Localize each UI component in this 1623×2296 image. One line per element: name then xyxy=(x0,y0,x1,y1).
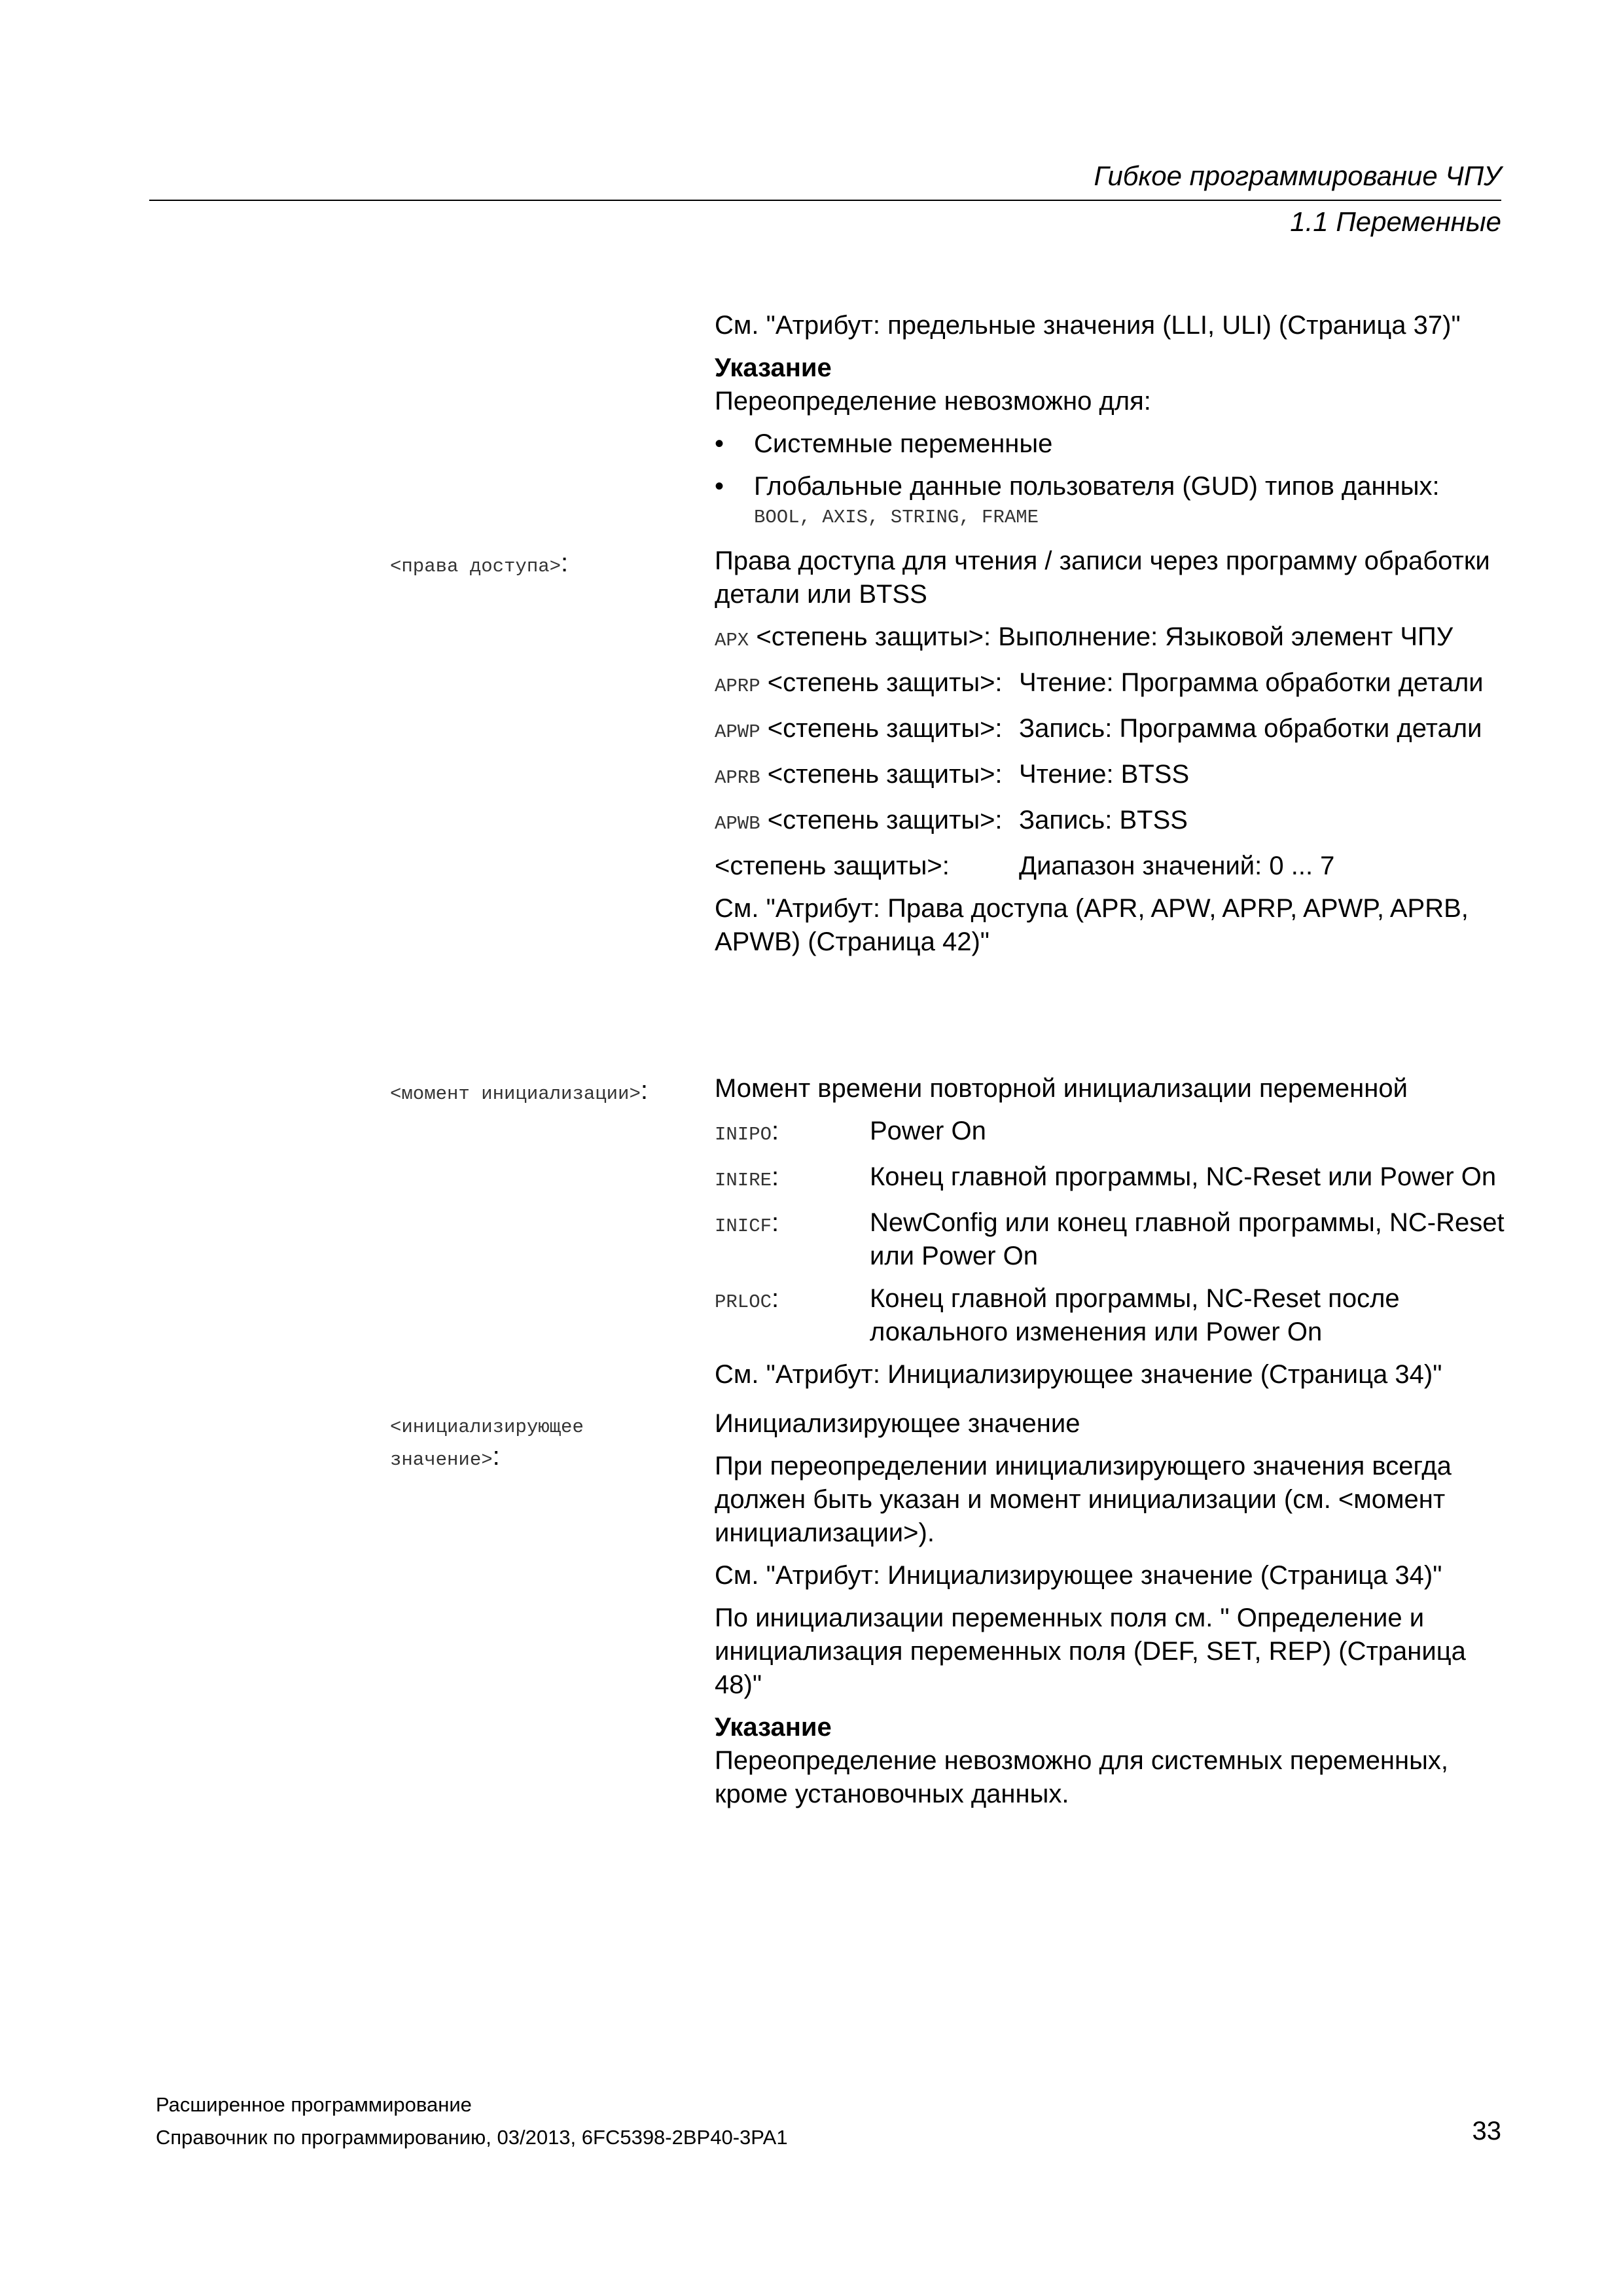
access-row xyxy=(715,804,1507,840)
init-value-see-ref: См. "Атрибут: Инициализирующее значение (Страница 34)" xyxy=(715,1561,1442,1590)
access-key xyxy=(715,666,1019,703)
init-value: NewConfig или конец главной программы, NC-Reset или Power On xyxy=(870,1208,1505,1270)
init-colon: : xyxy=(772,1117,779,1145)
param-access-rights xyxy=(390,548,698,581)
note-text: Переопределение невозможно для системных переменных, кроме установочных данных. xyxy=(715,1746,1448,1808)
init-colon: : xyxy=(772,1284,779,1313)
init-row xyxy=(715,1160,1507,1197)
range-key: <степень защиты>: xyxy=(715,852,950,880)
header-divider xyxy=(149,200,1501,201)
param-init-value xyxy=(390,1410,698,1475)
init-row xyxy=(715,1206,1507,1273)
footer-manual-info: Справочник по программированию, 03/2013, 6FC5398-2BP40-3PA1 xyxy=(156,2126,788,2149)
access-key-text: <степень защиты>: xyxy=(760,806,1003,834)
init-value: Power On xyxy=(870,1117,986,1145)
access-code: APWP xyxy=(715,721,760,743)
param-name: <момент инициализации> xyxy=(390,1083,641,1105)
param-colon: : xyxy=(492,1442,500,1471)
init-colon: : xyxy=(772,1162,779,1191)
data-types-code: BOOL, AXIS, STRING, FRAME xyxy=(754,507,1039,528)
access-key-text: <степень защиты>: xyxy=(760,668,1003,697)
apx-code: APX xyxy=(715,630,749,651)
access-code: APRP xyxy=(715,675,760,697)
init-value-para1: При переопределении инициализирующего значения всегда должен быть указан и момент инициализации (см. <момент инициализации>). xyxy=(715,1452,1452,1547)
access-key-text: <степень защиты>: xyxy=(760,760,1003,789)
init-code: PRLOC xyxy=(715,1291,772,1313)
init-value-para2: По инициализации переменных поля см. " Определение и инициализация переменных поля (DEF, SET, REP) (Страница 48)" xyxy=(715,1604,1466,1699)
access-key xyxy=(715,804,1019,840)
bullet-text: Глобальные данные пользователя (GUD) типов данных: xyxy=(754,472,1440,501)
init-time-block xyxy=(715,1072,1507,1401)
param-init-time xyxy=(390,1076,698,1109)
access-value: Чтение: BTSS xyxy=(1019,760,1190,789)
limits-see-ref: См. "Атрибут: предельные значения (LLI, ULI) (Страница 37)" xyxy=(715,311,1461,340)
access-key-text: <степень защиты>: xyxy=(760,714,1003,743)
init-time-desc: Момент времени повторной инициализации переменной xyxy=(715,1074,1408,1103)
footer-book-title: Расширенное программирование xyxy=(156,2093,472,2116)
param-name: <права доступа> xyxy=(390,556,562,577)
running-header-section: 1.1 Переменные xyxy=(1290,206,1501,237)
bullet-item xyxy=(715,427,1507,461)
access-code: APWB xyxy=(715,813,760,834)
note-title: Указание xyxy=(715,353,832,382)
bullet-item xyxy=(715,470,1507,532)
access-value: Запись: Программа обработки детали xyxy=(1019,714,1482,743)
note-title: Указание xyxy=(715,1713,832,1742)
init-colon: : xyxy=(772,1208,779,1237)
init-code: INIPO xyxy=(715,1124,772,1145)
bullet-text: Системные переменные xyxy=(754,429,1053,458)
init-key xyxy=(715,1160,870,1197)
bullet-icon: • xyxy=(715,472,724,501)
range-row xyxy=(715,850,1507,883)
access-desc: Права доступа для чтения / записи через программу обработки детали или BTSS xyxy=(715,547,1490,609)
apx-text: <степень защиты>: Выполнение: Языковой элемент ЧПУ xyxy=(749,622,1454,651)
init-value: Конец главной программы, NC-Reset после локального изменения или Power On xyxy=(870,1284,1400,1346)
access-key xyxy=(715,758,1019,795)
access-key xyxy=(715,712,1019,749)
init-value-block xyxy=(715,1407,1507,1820)
access-rights-block xyxy=(715,545,1507,968)
bullet-icon: • xyxy=(715,429,724,458)
init-time-see-ref: См. "Атрибут: Инициализирующее значение (Страница 34)" xyxy=(715,1360,1442,1389)
access-row xyxy=(715,666,1507,703)
param-colon: : xyxy=(640,1076,648,1105)
range-value: Диапазон значений: 0 ... 7 xyxy=(1019,852,1335,880)
access-value: Чтение: Программа обработки детали xyxy=(1019,668,1484,697)
param-name: <инициализирующее значение> xyxy=(390,1416,584,1471)
init-row xyxy=(715,1115,1507,1151)
page-number: 33 xyxy=(1472,2117,1501,2145)
init-value: Конец главной программы, NC-Reset или Power On xyxy=(870,1162,1497,1191)
init-code: INIRE xyxy=(715,1170,772,1191)
init-row xyxy=(715,1282,1507,1349)
init-key xyxy=(715,1206,870,1273)
param-colon: : xyxy=(561,548,569,577)
access-see-ref: См. "Атрибут: Права доступа (APR, APW, APRP, APWP, APRB, APWB) (Страница 42)" xyxy=(715,894,1469,956)
running-header-title: Гибкое программирование ЧПУ xyxy=(1094,160,1501,191)
apx-line xyxy=(715,620,1507,657)
init-key xyxy=(715,1282,870,1349)
limits-block xyxy=(715,309,1507,532)
init-key xyxy=(715,1115,870,1151)
access-value: Запись: BTSS xyxy=(1019,806,1188,834)
access-row xyxy=(715,758,1507,795)
note-intro: Переопределение невозможно для: xyxy=(715,387,1151,416)
access-code: APRB xyxy=(715,767,760,789)
init-code: INICF xyxy=(715,1215,772,1237)
init-value-desc: Инициализирующее значение xyxy=(715,1409,1080,1438)
access-row xyxy=(715,712,1507,749)
